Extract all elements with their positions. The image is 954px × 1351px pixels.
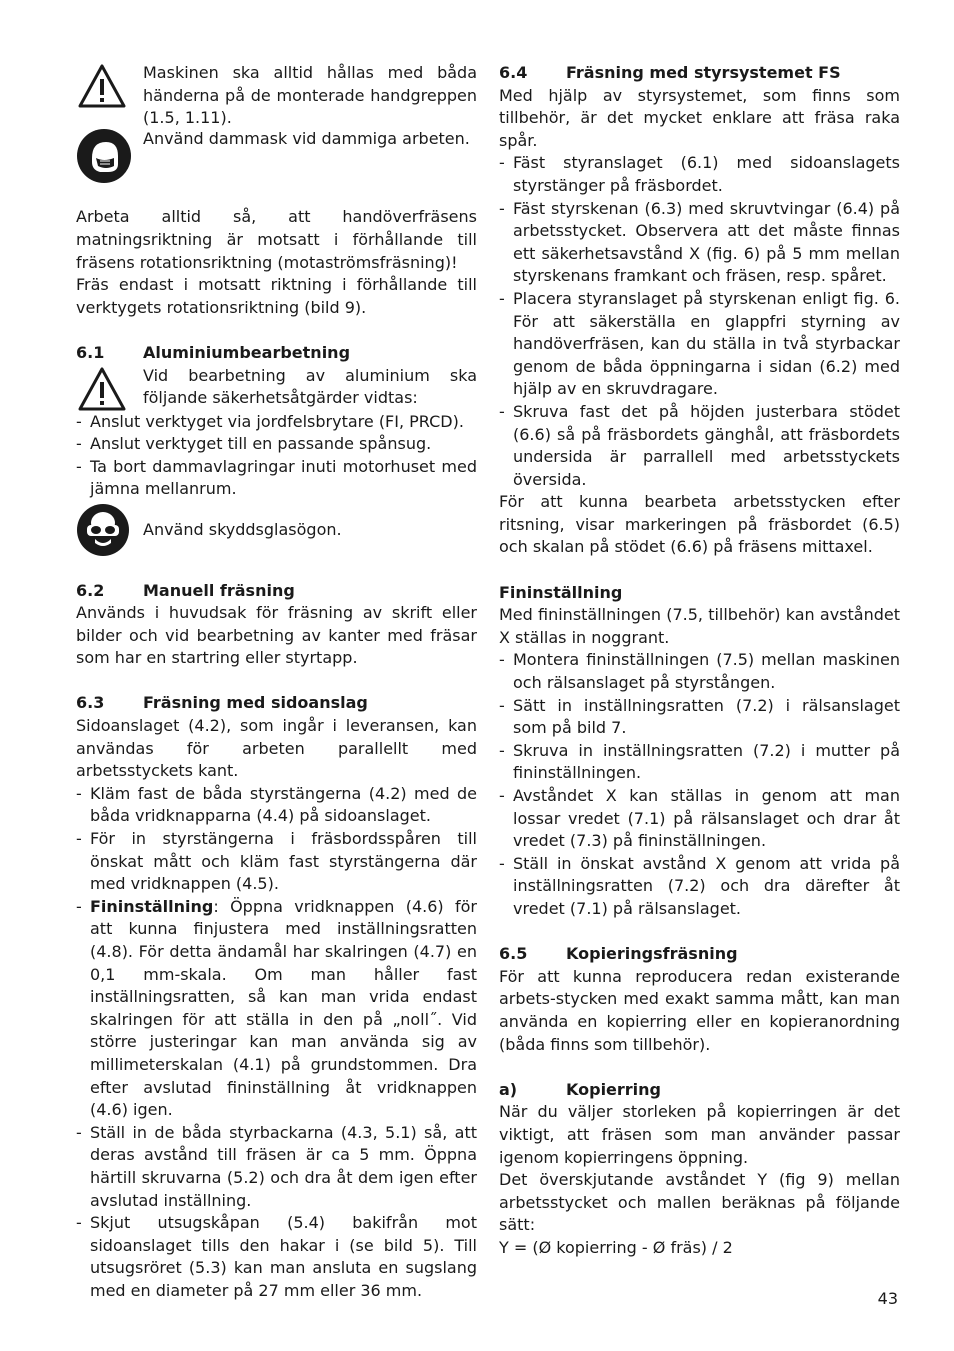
section-heading: 6.3 Fräsning med sidoanslag — [76, 693, 368, 713]
bullet-list — [499, 152, 900, 491]
list-item: - Avståndet X kan ställas in genom att man lossar vredet (7.1) på rälsanslaget och drar åt vredet (7.3) på fininställningen. — [499, 785, 900, 853]
bullet-list — [76, 783, 477, 1303]
subheading: Fininställning — [499, 582, 623, 602]
safety-goggles-icon — [76, 503, 130, 557]
paragraph: Med hjälp av styrsystemet, som finns som tillbehör, är det mycket enklare att fräsa raka spår. — [499, 85, 900, 150]
list-item: - Montera fininställningen (7.5) mellan maskinen och rälsanslaget på styrstången. — [499, 649, 900, 694]
bold-term: Fininställning — [90, 896, 214, 916]
warning-block — [76, 62, 477, 130]
paragraph: Sidoanslaget (4.2), som ingår i leveransen, kan användas för arbeten parallellt med arbetsstyckets kant. — [76, 716, 477, 781]
list-item: - För in styrstängerna i fräsbordsspåren till önskat mått och kläm fast styrstängerna där med vridknappen (4.5). — [76, 828, 477, 896]
list-item: - Skruva fast det på höjden justerbara stödet (6.6) så på fräsbordets gänghål, att fräsbordets undersida är parrallell med arbetsstyckets översida. — [499, 401, 900, 491]
warning-triangle-icon — [76, 365, 128, 417]
page-number: 43 — [877, 1289, 898, 1308]
list-item: - Ta bort dammavlagringar inuti motorhuset med jämna mellanrum. — [76, 456, 477, 501]
goggles-block — [76, 503, 477, 557]
list-item: - Skruva in inställningsratten (7.2) i mutter på fininställningen. — [499, 740, 900, 785]
warning-text: Vid bearbetning av aluminium ska följande säkerhetsåtgärder vidtas: — [143, 365, 477, 408]
list-item: - Fäst styrskenan (6.3) med skruvtvingar (6.4) på arbetsstycket. Observera att det måste finnas ett säkerhetsavstånd X (fig. 6) på 5 mm mellan styrskenans framkant och fräsen, resp. spåret. — [499, 198, 900, 288]
list-item: - Kläm fast de båda styrstängerna (4.2) med de båda vridknapparna (4.4) på sidoanslaget. — [76, 783, 477, 828]
section-heading: 6.1 Aluminiumbearbetning — [76, 342, 351, 362]
bullet-list — [76, 411, 477, 501]
list-item: - Fininställning: Öppna vridknappen (4.6) för att kunna finjustera med inställningsratten (4.8). För detta ändamål har skalringen (4.7) en 0,1 mm-skala. Om man håller fast inställningsratten, så kan man vrida endast skalringen för att ställa in den på „noll˝. Vid större justeringar kan man använda sig av millimeterskalan (4.1) på grundstommen. Dra efter avslutad fininställning åt vridknappen (4.6) igen. — [76, 896, 477, 1122]
section-heading: 6.5 Kopieringsfräsning — [499, 944, 738, 964]
section-heading: 6.2 Manuell fräsning — [76, 580, 295, 600]
dustmask-text: Använd dammask vid dammiga arbeten. — [143, 128, 470, 148]
list-item: - Anslut verktyget till en passande spånsug. — [76, 433, 477, 456]
paragraph: Det överskjutande avståndet Y (fig 9) mellan arbetsstycket och mallen beräknas på följande sätt: — [499, 1170, 900, 1235]
list-item: - Skjut utsugskåpan (5.4) bakifrån mot sidoanslaget tills den hakar i (se bild 5). Till utsugsröret (5.3) kan man ansluta en sugslang med en diameter på 27 mm eller 36 mm. — [76, 1212, 477, 1302]
paragraph: För att kunna reproducera redan existerande arbets-stycken med exakt samma mått, kan man använda en kopierring eller en kopieranordning (båda finns som tillbehör). — [499, 966, 900, 1054]
paragraph: När du väljer storleken på kopierringen är det viktigt, att fräsen som man använder passar igenom kopierringens öppning. — [499, 1102, 900, 1167]
list-item: - Placera styranslaget på styrskenan enligt fig. 6. För att säkerställa en glappfri styrning av handöverfräsen, kan du ställa in två styrbackar genom de båda öppningarna i sidan (6.2) med hjälp av en skruvdragare. — [499, 288, 900, 401]
formula: Y = (Ø kopierring - Ø fräs) / 2 — [499, 1237, 733, 1257]
bullet-list — [499, 649, 900, 920]
warning-block — [76, 365, 477, 417]
paragraph: Fräs endast i motsatt riktning i förhållande till verktygets rotationsriktning (bild 9). — [76, 275, 477, 317]
list-item: - Ställ in de båda styrbackarna (4.3, 5.1) så, att deras avstånd till fräsen är ca 5 mm. Öppna härtill skruvarna (5.2) och dra åt dem igen efter avslutad inställning. — [76, 1122, 477, 1212]
list-item: - Fäst styranslaget (6.1) med sidoanslagets styrstänger på fräsbordet. — [499, 152, 900, 197]
list-item: - Ställ in önskat avstånd X genom att vrida på inställningsratten (7.2) och dra därefter åt vredet (7.1) på rälsanslaget. — [499, 853, 900, 921]
list-item: - Anslut verktyget via jordfelsbrytare (FI, PRCD). — [76, 411, 477, 434]
warning-triangle-icon — [76, 62, 128, 114]
left-column — [76, 62, 477, 1303]
dust-mask-icon — [76, 128, 132, 184]
paragraph: För att kunna bearbeta arbetsstycken efter ritsning, visar markeringen på fräsbordet (6.5) och skalan på stödet (6.6) på fräsens mittaxel. — [499, 492, 900, 557]
section-heading: a) Kopierring — [499, 1079, 662, 1099]
paragraph: Med fininställningen (7.5, tillbehör) kan avståndet X ställas in noggrant. — [499, 605, 900, 647]
section-heading: 6.4 Fräsning med styrsystemet FS — [499, 63, 841, 82]
paragraph: Används i huvudsak för fräsning av skrift eller bilder och vid bearbetning av kanter med fräsar som har en startring eller styrtapp. — [76, 603, 477, 668]
right-column — [499, 62, 900, 1259]
paragraph: Arbeta alltid så, att handöverfräsens matningsriktning är motsatt i förhållande till fräsens rotationsriktning (motaströmsfräsning)! — [76, 207, 477, 272]
goggles-text: Använd skyddsglasögon. — [143, 519, 342, 539]
warning-text: Maskinen ska alltid hållas med båda händerna på de monterade handgreppen (1.5, 1.11). — [143, 63, 477, 128]
dustmask-block — [76, 128, 477, 184]
list-item: - Sätt in inställningsratten (7.2) i rälsanslaget som på bild 7. — [499, 695, 900, 740]
